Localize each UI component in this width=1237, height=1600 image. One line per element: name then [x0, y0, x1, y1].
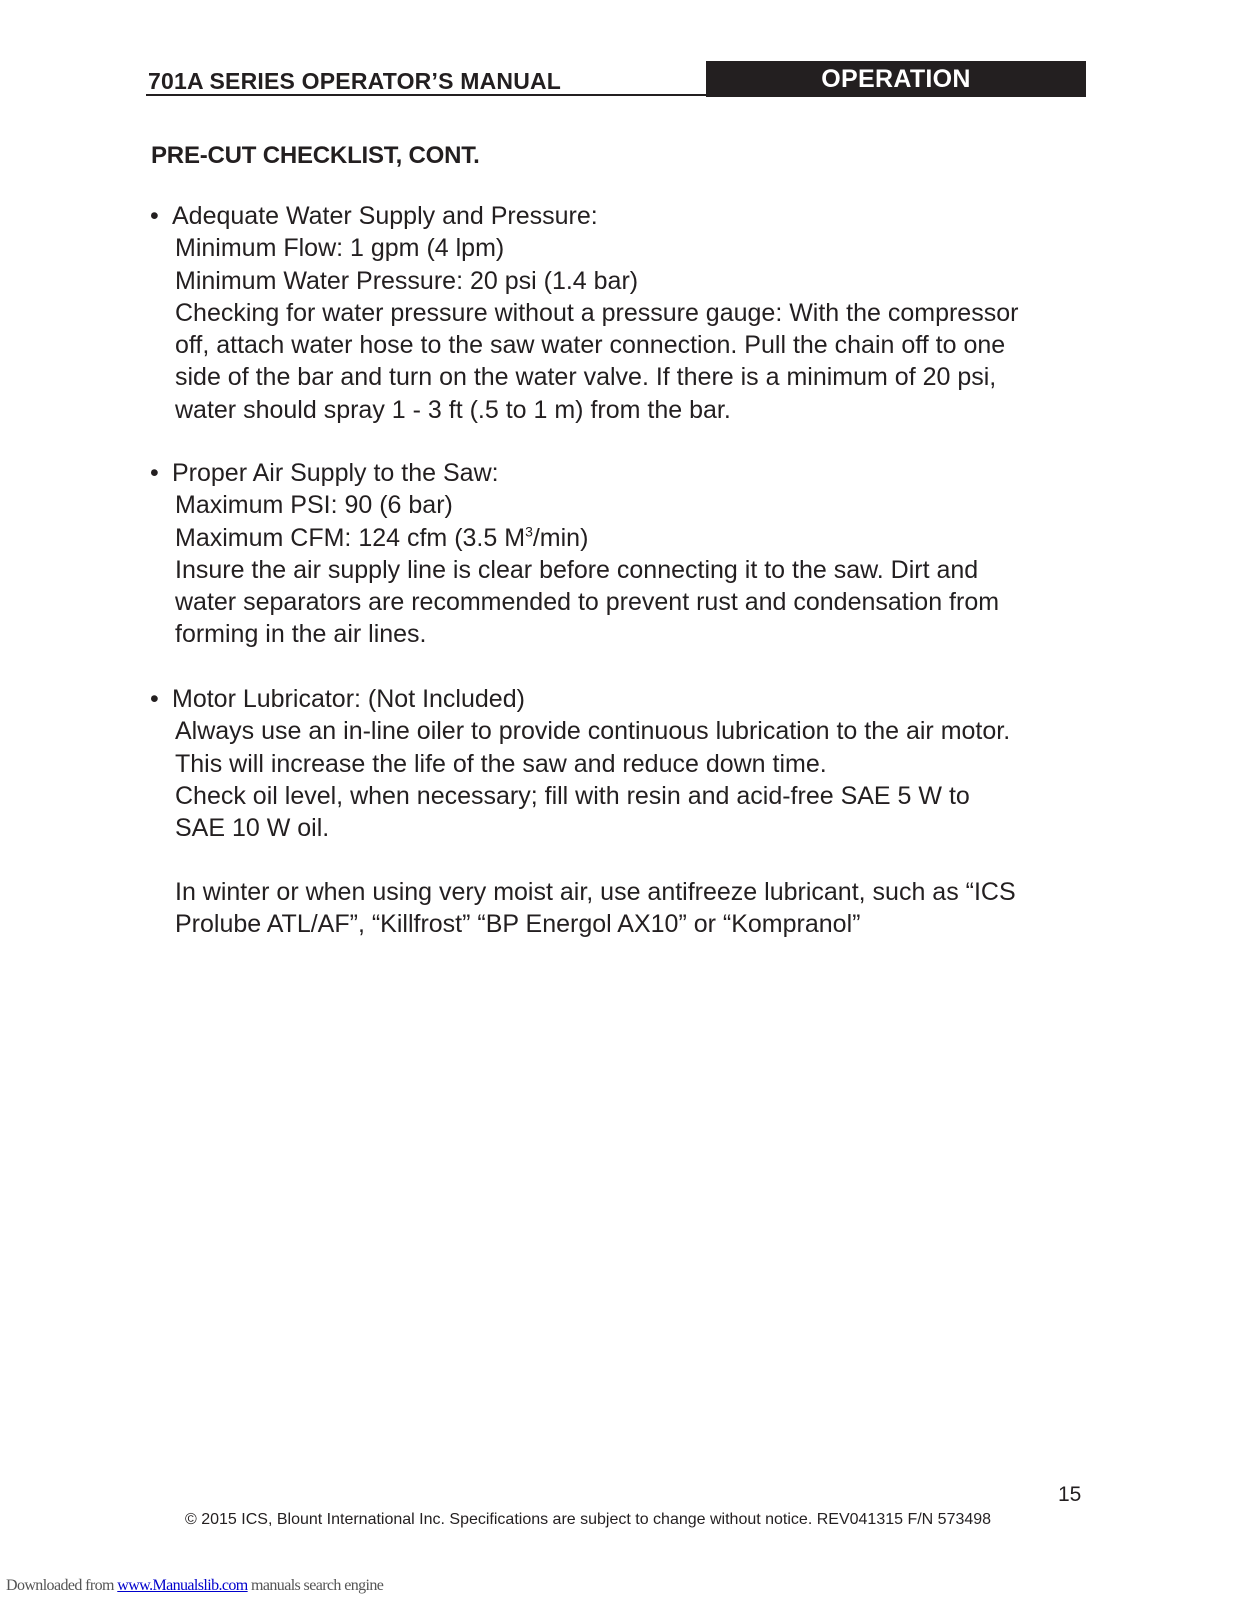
page-title: PRE-CUT CHECKLIST, CONT.: [151, 142, 480, 169]
section-label: OPERATION: [821, 65, 971, 93]
winter-line: In winter or when using very moist air, use antifreeze lubricant, such as “ICS: [175, 878, 1016, 906]
air-supply-heading: Proper Air Supply to the Saw:: [172, 459, 499, 487]
download-watermark: [6, 1577, 383, 1595]
water-line: off, attach water hose to the saw water connection. Pull the chain off to one: [175, 331, 1006, 360]
lubricator-line: Always use an in-line oiler to provide continuous lubrication to the air motor.: [175, 717, 1011, 746]
water-line: side of the bar and turn on the water valve. If there is a minimum of 20 psi,: [175, 363, 997, 392]
air-max-cfm-sup: 3: [525, 523, 533, 540]
header-rule: [146, 94, 708, 96]
air-supply-item: [150, 457, 1090, 651]
lubricator-line: Check oil level, when necessary; fill with resin and acid-free SAE 5 W to: [175, 781, 970, 810]
winter-line: Prolube ATL/AF”, “Killfrost” “BP Energol AX10” or “Kompranol”: [175, 910, 861, 939]
page-number: 15: [1058, 1483, 1082, 1506]
copyright-footer: © 2015 ICS, Blount International Inc. Specifications are subject to change without notice. REV041315 F/N 573498: [185, 1511, 992, 1528]
water-line: Minimum Water Pressure: 20 psi (1.4 bar): [175, 266, 639, 295]
air-line: water separators are recommended to prevent rust and condensation from: [175, 588, 1000, 617]
manual-title: 701A SERIES OPERATOR’S MANUAL: [148, 68, 562, 94]
air-max-cfm-prefix: Maximum CFM: 124 cfm (3.5 M: [175, 523, 526, 552]
bullet-icon: •: [150, 685, 159, 713]
bullet-icon: •: [150, 202, 159, 230]
air-max-psi: Maximum PSI: 90 (6 bar): [175, 491, 453, 520]
water-line: Minimum Flow: 1 gpm (4 lpm): [175, 234, 505, 263]
manualslib-link[interactable]: www.Manualslib.com: [117, 1577, 248, 1594]
lubricator-line: This will increase the life of the saw and reduce down time.: [175, 749, 827, 778]
water-supply-heading: Adequate Water Supply and Pressure:: [172, 202, 598, 230]
section-label-box: [706, 61, 1086, 97]
air-max-cfm-suffix: /min): [532, 523, 589, 552]
watermark-suffix: manuals search engine: [247, 1577, 384, 1594]
air-supply-heading-line: [150, 457, 1090, 489]
air-max-cfm: [150, 522, 1090, 554]
air-line: Insure the air supply line is clear before connecting it to the saw. Dirt and: [175, 555, 979, 584]
water-supply-heading-line: [150, 200, 1090, 232]
lubricator-heading: Motor Lubricator: (Not Included): [172, 685, 525, 713]
bullet-icon: •: [150, 459, 159, 487]
lubricator-line: SAE 10 W oil.: [175, 814, 330, 843]
watermark-prefix: Downloaded from: [6, 1577, 118, 1594]
winter-note: [150, 876, 1090, 941]
water-line: Checking for water pressure without a pressure gauge: With the compressor: [175, 298, 1019, 327]
lubricator-heading-line: [150, 683, 1090, 715]
water-supply-item: [150, 200, 1090, 426]
water-line: water should spray 1 - 3 ft (.5 to 1 m) from the bar.: [175, 395, 731, 424]
air-line: forming in the air lines.: [175, 620, 427, 649]
lubricator-item: [150, 683, 1090, 844]
